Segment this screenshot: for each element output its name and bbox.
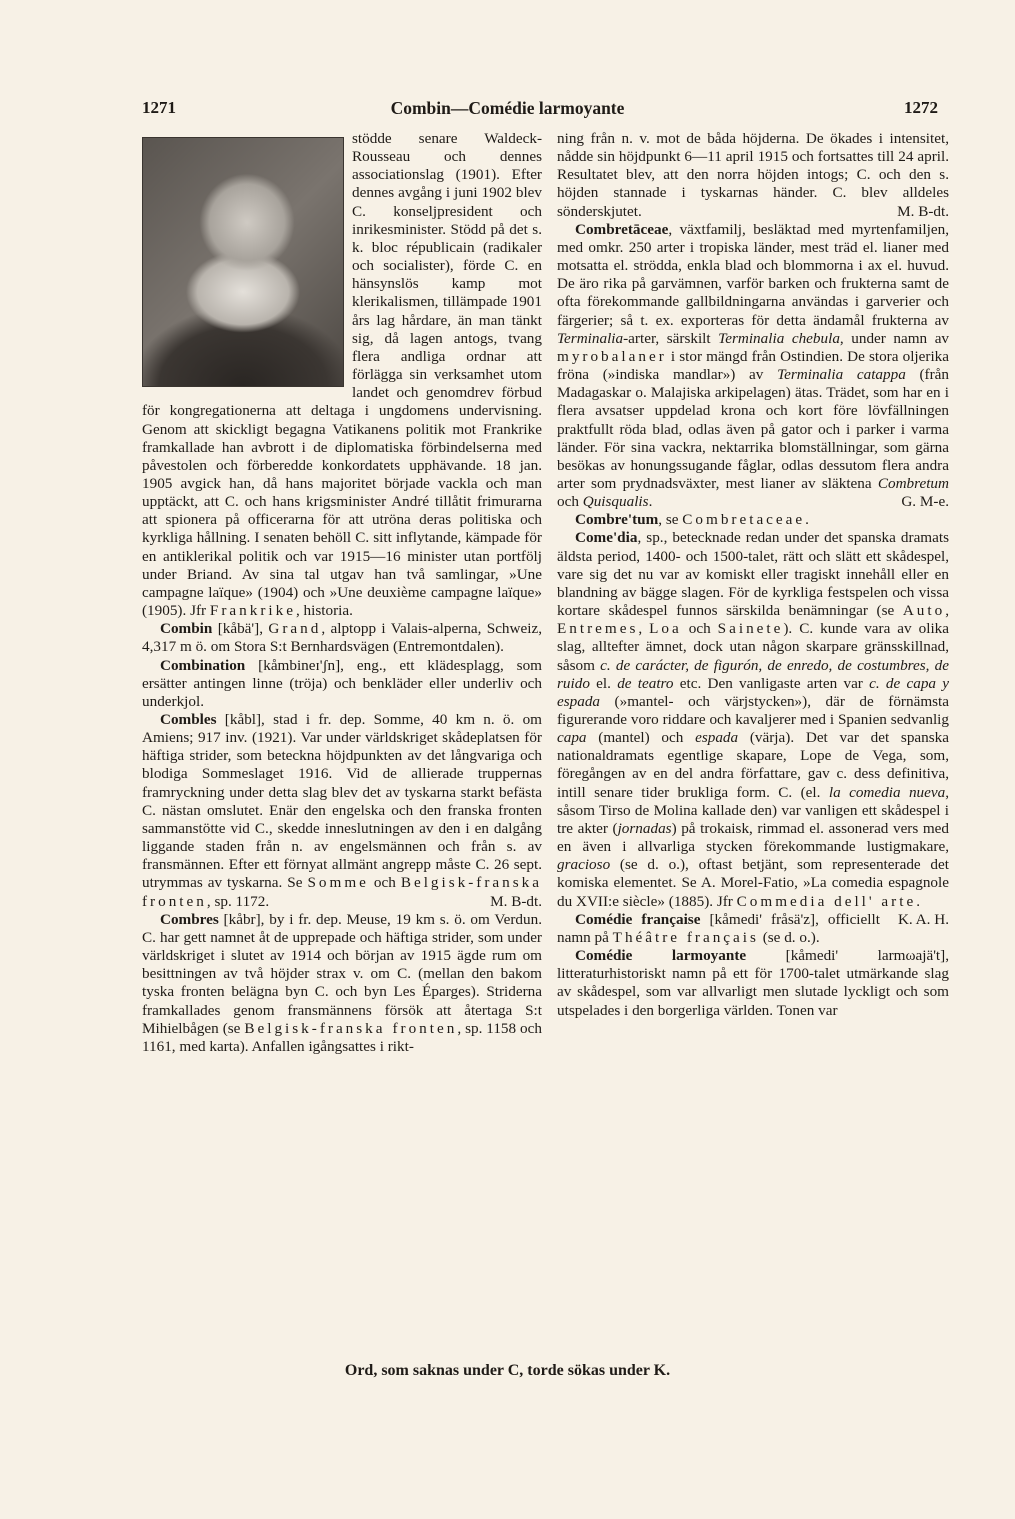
headword: Combin bbox=[160, 620, 213, 638]
page-footer-note: Ord, som saknas under C, torde sökas under K. bbox=[344, 1362, 671, 1379]
combres-entry-continued: ning från n. v. mot de båda höjderna. De ökades i intensitet, nådde sin höjdpunkt 6—11 april 1915 och fortsattes till 24 april. Resultatet blev, att den norra höjden intogs; C. och den s. höjden stannade i tyskarnas händer. C. blev alldeles sönderskjutet. M. B-dt. bbox=[557, 130, 949, 220]
combretaceae-entry: Combretāceae, växtfamilj, besläktad med myrtenfamiljen, med omkr. 250 arter i tropiska länder, mest träd el. lianer med motsatta el. strödda, enkla blad och blommorna i ax el. huvud. De äro rika på garvämnen, varför barken och frukterna samt de ofta förekommande gallbildningarna användas i garverier och färgerier; så t. ex. exporteras för detta ändamål frukterna av Terminalia-arter, särskilt Terminalia chebula, under namn av myrobalaner i stor mängd från Ostindien. De stora oljerika fröna (»indiska mandlar») av Terminalia catappa (från Madagaskar o. Malajiska arkipelagen) ätas. Trädet, som har en i flera avsatser uppdelad krona och kort före lövfällningen praktfullt röda blad, odlas även på gator och i parker i varma länder. För sina vackra, nektarrika blomställningar, som gärna besökas av honungssugande fåglar, odlas dessutom flera andra arter som prydnadsväxter, mest lianer av släktena Combretum och Quisqualis. G. M-e. bbox=[557, 220, 950, 511]
running-head: Combin—Comédie larmoyante bbox=[390, 98, 625, 118]
author-signature: G. M-e. bbox=[901, 493, 949, 511]
combles-entry: Combles [kåbl], stad i fr. dep. Somme, 40 km n. ö. om Amiens; 917 inv. (1921). Var under världskriget skådeplatsen för häftiga strider, som beteckna höjdpunkten av det långvariga och blodiga Sommeslaget 1916. Vid de allierade truppernas framryckning under detta slag blev det av tyskarna starkt befästa C. nästan omslutet. Enär den engelska och den franska fronten sammanstötte vid C., skedde inneslutningen av den i en dalgång liggande staden från n. av engelsmännen och från s. av fransmännen. Efter ett förnyat allmänt angrepp måste C. 26 sept. utrymmas av tyskarna. Se Somme och Belgisk-franska fronten, sp. 1172. M. B-dt. bbox=[142, 711, 542, 910]
headword: Combre'tum bbox=[575, 511, 659, 529]
combretum-entry: Combre'tum, se Combretaceae. bbox=[575, 511, 809, 529]
headword: Combres bbox=[160, 910, 219, 928]
headword: Come'dia bbox=[575, 529, 638, 547]
combres-entry: Combres [kåbr], by i fr. dep. Meuse, 19 km s. ö. om Verdun. C. har gett namnet åt de upprepade och häftiga strider, som under världskriget i slutet av 1914 och början av 1915 ägde rum om besittningen av två höjder strax v. om C. (mellan den bakom tyska fronten belägna byn C. och byn Les Éparges). Striderna framkallades genom fransmännens försök att återtaga S:t Mihielbågen (se Belgisk-franska fronten, sp. 1158 och 1161, med karta). Anfallen igångsattes i rikt- bbox=[142, 910, 542, 1055]
right-page-number: 1272 bbox=[904, 98, 938, 117]
headword: Combination bbox=[160, 656, 246, 674]
headword: Combretāceae bbox=[575, 220, 669, 238]
right-column bbox=[557, 130, 949, 1020]
comedie-francaise-entry: Comédie française [kåmedi' fråsä'z], officiellt namn på Théâtre français (se d. o.). bbox=[557, 910, 880, 946]
author-signature: K. A. H. bbox=[897, 910, 949, 928]
left-page-number: 1271 bbox=[142, 98, 176, 117]
headword: Comédie larmoyante bbox=[575, 947, 747, 965]
combination-entry: Combination [kåmbineɪ'ʃn], eng., ett klädesplagg, som ersätter antingen linne (tröja) och benkläder eller underliv och underkjol. bbox=[142, 656, 542, 710]
portrait-photo bbox=[142, 137, 344, 387]
comedia-entry: Come'dia, sp., betecknade redan under det spanska dramats äldsta period, 1400- och 1500-talet, rätt och slätt ett skådespel, vare sig det nu var av komiskt eller tragiskt innehåll eller en blandning av bägge slagen. För de kyrkliga festspelen och vissa kortare skådespel funnos särskilda benämningar (se Auto, Entremes, Loa och Sainete). C. kunde vara av olika slag, alltefter ämnet, dock utan någon skarpare gränsskillnad, såsom c. de carácter, de figurón, de enredo, de costumbres, de ruido el. de teatro etc. Den vanligaste arten var c. de capa y espada (»mantel- och värjstycken»), där de förnämsta figurerande voro riddare och kavaljerer med i Spanien sedvanlig capa (mantel) och espada (värja). Det var det spanska nationaldramats egentlige skapare, Lope de Vega, som, föregången av en del andra författare, gav c. dess definitiva, intill senare tider brukliga form. C. (el. la comedia nueva, såsom Tirso de Molina kallade den) var vanligen ett skådespel i tre akter (jornadas) på trokaisk, rimmad el. assonerad vers med en även i allvarliga stycken förekommande lustigmakare, gracioso (se d. o.), oftast betjänt, som representerade det komiska elementet. Se A. Morel-Fatio, »La comedia espagnole du XVII:e siècle» (1885). Jfr Commedia dell' arte. K. A. H. bbox=[557, 529, 950, 928]
author-signature: M. B-dt. bbox=[490, 892, 542, 910]
left-column bbox=[142, 130, 542, 1056]
headword: Comédie française bbox=[575, 910, 701, 928]
combes-entry-continued: stödde senare Waldeck-Rousseau och dennes associationslag (1901). Efter dennes avgång i juni 1902 blev C. konseljpresident och inrikesminister. Stödd på det s. k. bloc républicain (radikaler och socialister), förde C. en hänsynslös kamp mot klerikalismen, tillämpade 1901 års lag hårdare, än man tänkt sig, då lagen antogs, tvang flera andliga ordnar att förlägga sin verksamhet utom landet och genomdrev förbud för kongregationerna att deltaga i ungdomens undervisning. Genom att skickligt begagna Vatikanens politik mot Frankrike framkallade han avbrott i de diplomatiska förbindelserna med påvestolen och förberedde konkordatets upphävande. 18 jan. 1905 avgick han, då hans majoritet började vackla och man upptäckt, att C. och hans krigsminister André tillåtit frimurarna att spionera på officerarna för att utröna deras politiska och kyrkliga hållning. I senaten behöll C. sitt inflytande, kämpade för en antiklerikal politik och var 1915—16 minister utan portfölj under Briand. Av sina tal utgav han två samlingar, »Une campagne laïque» (1904) och »Une deuxième campagne laïque» (1905). Jfr Frankrike, historia. bbox=[142, 130, 542, 620]
combin-entry: Combin [kåbä'], Grand, alptopp i Valais-alperna, Schweiz, 4,317 m ö. om Stora S:t Bernhardsvägen (Entremontdalen). bbox=[142, 620, 542, 656]
author-signature: M. B-dt. bbox=[897, 202, 949, 220]
headword: Combles bbox=[160, 711, 217, 728]
comedie-larmoyante-entry: Comédie larmoyante [kåmedi' larmωajä't], litteraturhistoriskt namn på ett för 1700-talet utmärkande slag av skådespel, som var allvarligt men slutade lyckligt och som utspelades i den borgerliga världen. Tonen var bbox=[557, 947, 950, 1019]
